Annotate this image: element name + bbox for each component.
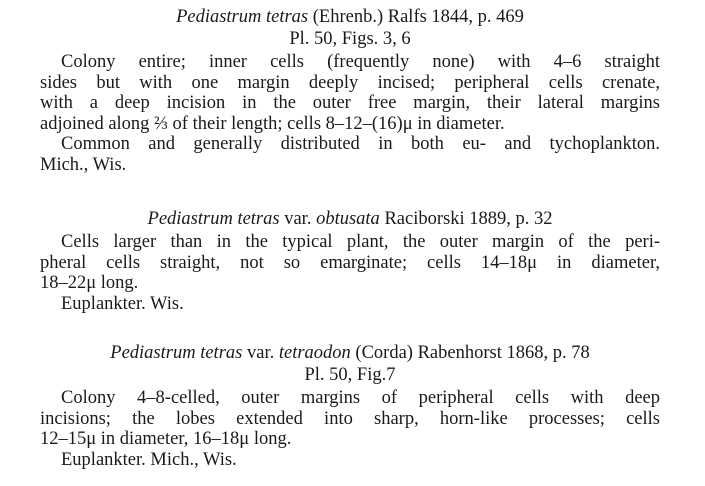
var-label: var. bbox=[246, 343, 275, 363]
description bbox=[40, 232, 660, 294]
description bbox=[40, 388, 660, 450]
variety-name: obtusata bbox=[316, 209, 380, 229]
description-line: 18–22μ long. bbox=[40, 273, 139, 293]
var-label: var. bbox=[284, 209, 312, 229]
description-line: incisions; the lobes extended into sharp, horn-like processes; cells bbox=[40, 408, 660, 429]
description-line: with a deep incision in the outer free margin, their lateral margins bbox=[40, 93, 660, 113]
description-line: Colony entire; inner cells (frequently none) with 4–6 straight bbox=[61, 52, 660, 72]
entry-heading bbox=[40, 6, 660, 28]
distribution bbox=[40, 134, 660, 175]
description-line: Colony 4–8-celled, outer margins of peripheral cells with deep bbox=[61, 388, 660, 408]
variety-name: tetraodon bbox=[278, 343, 351, 363]
description-line: pheral cells straight, not so emarginate; cells 14–18μ in diameter, bbox=[40, 252, 660, 273]
distribution-line: Mich., Wis. bbox=[40, 154, 127, 175]
description-line: adjoined along ⅔ of their length; cells 8–12–(16)μ in diameter. bbox=[40, 113, 505, 134]
description bbox=[40, 52, 660, 134]
distribution: Euplankter. Wis. bbox=[61, 293, 184, 314]
taxon-name: Pediastrum tetras bbox=[176, 7, 309, 27]
plate-reference: Pl. 50, Fig.7 bbox=[304, 365, 396, 385]
description-line: sides but with one margin deeply incised; peripheral cells crenate, bbox=[40, 72, 660, 93]
entry-heading bbox=[40, 342, 660, 364]
entry-pediastrum-tetras bbox=[40, 6, 660, 175]
taxon-authority: (Ehrenb.) Ralfs 1844, p. 469 bbox=[312, 7, 524, 27]
taxon-name: Pediastrum tetras bbox=[147, 209, 280, 229]
entry-heading bbox=[40, 208, 660, 230]
distribution: Euplankter. Mich., Wis. bbox=[61, 449, 237, 470]
distribution-line: Common and generally distributed in both eu- and tychoplankton. bbox=[61, 134, 660, 154]
taxon-authority: (Corda) Rabenhorst 1868, p. 78 bbox=[355, 343, 590, 363]
description-line: Cells larger than in the typical plant, the outer margin of the peri- bbox=[61, 232, 660, 252]
entry-pediastrum-tetras-var-obtusata bbox=[40, 208, 660, 314]
entry-pediastrum-tetras-var-tetraodon bbox=[40, 342, 660, 470]
description-line: 12–15μ in diameter, 16–18μ long. bbox=[40, 429, 292, 449]
taxon-name: Pediastrum tetras bbox=[110, 343, 243, 363]
plate-reference: Pl. 50, Figs. 3, 6 bbox=[289, 29, 411, 49]
taxon-authority: Raciborski 1889, p. 32 bbox=[384, 209, 553, 229]
